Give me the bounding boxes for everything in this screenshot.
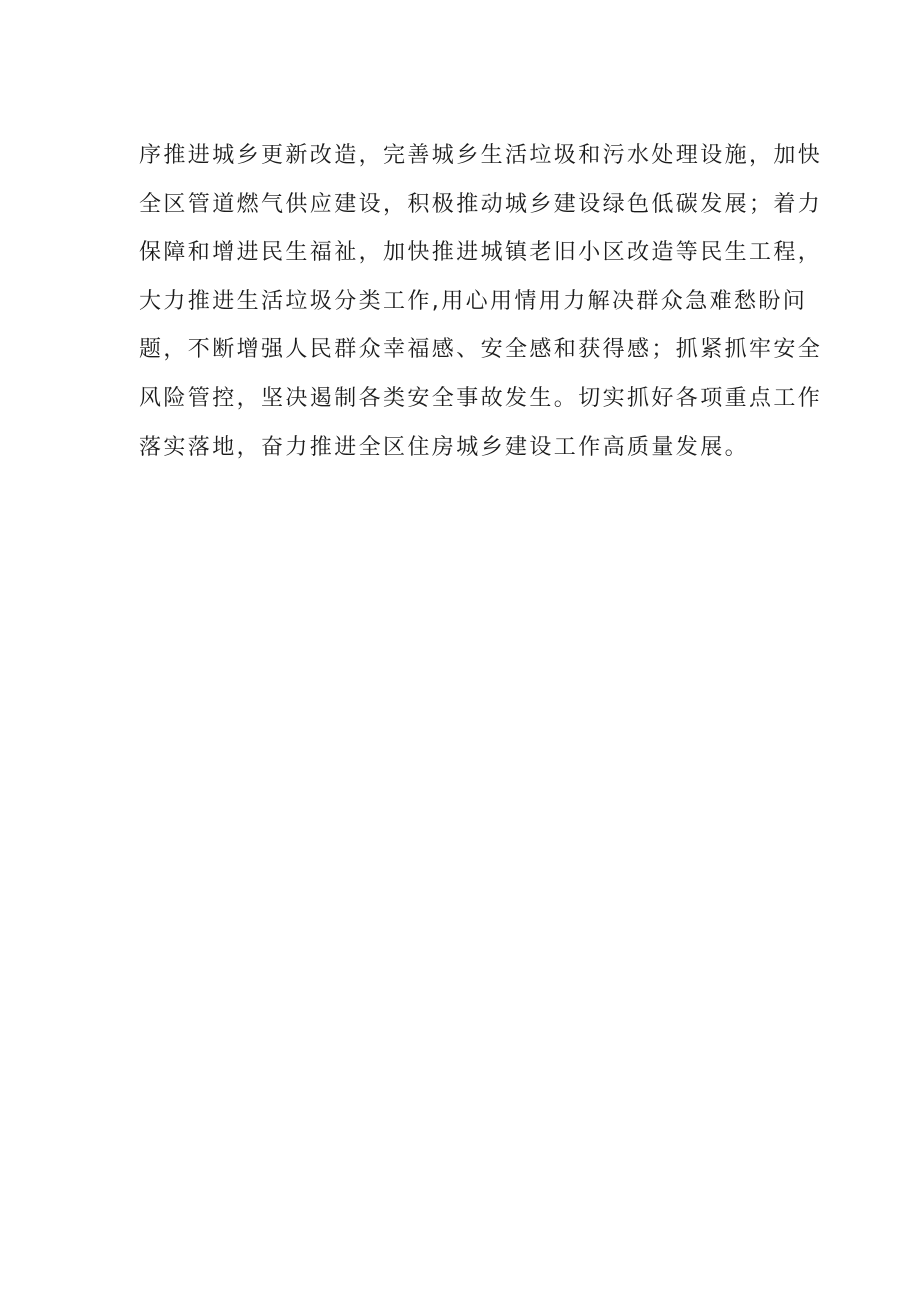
paragraph-line: 落实落地，奋力推进全区住房城乡建设工作高质量发展。 [139,434,750,460]
paragraph-line: 风险管控，坚决遏制各类安全事故发生。切实抓好各项重点工作 [139,385,823,411]
paragraph-line: 大力推进生活垃圾分类工作,用心用情用力解决群众急难愁盼问 [139,288,808,314]
paragraph-line: 保障和增进民生福祉，加快推进城镇老旧小区改造等民生工程， [139,240,823,266]
paragraph-line: 题，不断增强人民群众幸福感、安全感和获得感；抓紧抓牢安全 [139,337,823,363]
body-paragraph [139,132,823,472]
paragraph-line: 全区管道燃气供应建设，积极推动城乡建设绿色低碳发展；着力 [139,191,823,217]
paragraph-line: 序推进城乡更新改造，完善城乡生活垃圾和污水处理设施，加快 [139,143,823,168]
